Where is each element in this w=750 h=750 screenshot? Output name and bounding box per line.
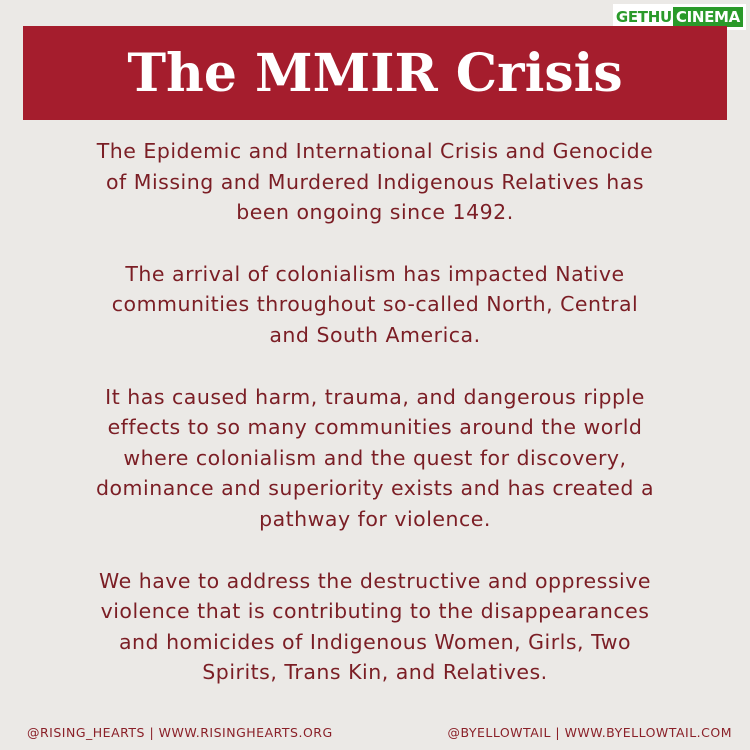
watermark-text-part2: CINEMA (673, 7, 743, 27)
title-banner (23, 26, 727, 120)
paragraph-harm: It has caused harm, trauma, and dangerous ripple effects to so many communities around the world where colonialism and the quest for discovery, dominance and superiority exists and has created a pathway for violence. (95, 384, 655, 531)
paragraph-colonialism: The arrival of colonialism has impacted Native communities throughout so-called North, Central and South America. (111, 261, 639, 347)
footer-credit-byellowtail: @BYELLOWTAIL | WWW.BYELLOWTAIL.COM (447, 725, 732, 740)
paragraph-address: We have to address the destructive and oppressive violence that is contributing to the disappearances and homicides of Indigenous Women, Girls, Two Spirits, Trans Kin, and Relatives. (99, 568, 651, 685)
paragraph-genocide: The Epidemic and International Crisis and Genocide of Missing and Murdered Indigenous Relatives has been ongoing since 1492. (96, 139, 654, 225)
watermark-text-part1: GETHU (615, 8, 672, 26)
body-text (20, 136, 730, 688)
page-title: The MMIR Crisis (127, 42, 623, 104)
footer-credit-rising-hearts: @RISING_HEARTS | WWW.RISINGHEARTS.ORG (27, 725, 333, 740)
footer (0, 723, 750, 745)
